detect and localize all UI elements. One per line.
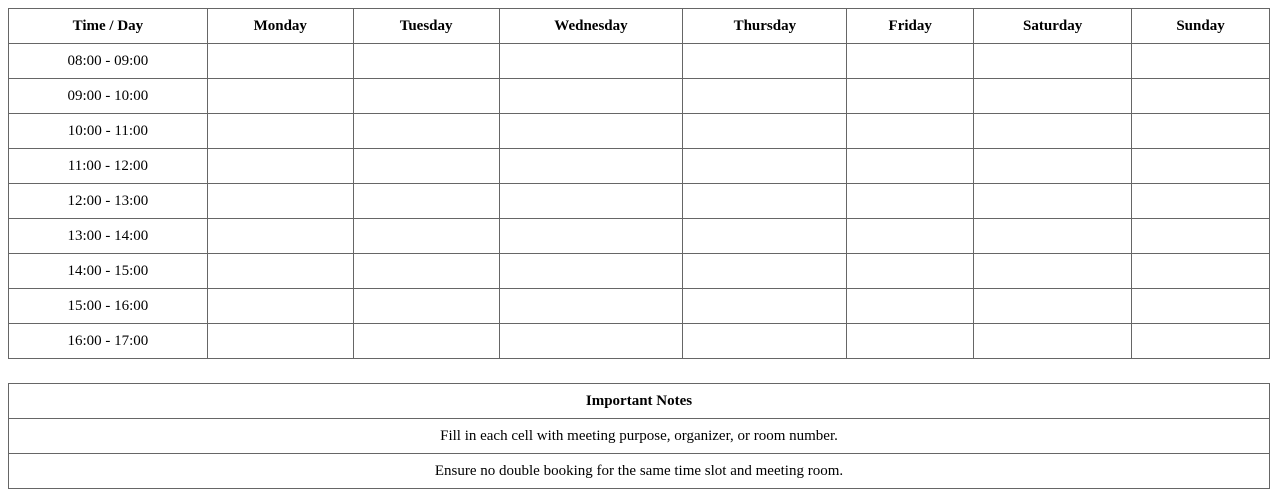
schedule-cell[interactable] (974, 114, 1132, 149)
schedule-cell[interactable] (207, 79, 353, 114)
schedule-cell[interactable] (1132, 184, 1270, 219)
schedule-cell[interactable] (1132, 79, 1270, 114)
schedule-cell[interactable] (683, 184, 847, 219)
schedule-row (9, 254, 1270, 289)
schedule-cell[interactable] (974, 149, 1132, 184)
header-monday: Monday (207, 9, 353, 44)
schedule-cell[interactable] (207, 114, 353, 149)
schedule-cell[interactable] (683, 44, 847, 79)
schedule-cell[interactable] (974, 289, 1132, 324)
notes-row (9, 454, 1270, 489)
notes-table (8, 383, 1270, 489)
note-item: Fill in each cell with meeting purpose, organizer, or room number. (9, 419, 1270, 454)
schedule-cell[interactable] (847, 79, 974, 114)
schedule-cell[interactable] (683, 149, 847, 184)
schedule-cell[interactable] (847, 219, 974, 254)
notes-header-row (9, 384, 1270, 419)
schedule-cell[interactable] (499, 219, 683, 254)
schedule-cell[interactable] (499, 114, 683, 149)
schedule-table (8, 8, 1270, 359)
schedule-cell[interactable] (207, 254, 353, 289)
schedule-cell[interactable] (499, 324, 683, 359)
schedule-cell[interactable] (974, 44, 1132, 79)
header-tuesday: Tuesday (353, 9, 499, 44)
schedule-cell[interactable] (353, 44, 499, 79)
schedule-cell[interactable] (207, 44, 353, 79)
schedule-cell[interactable] (353, 219, 499, 254)
time-slot-label: 08:00 - 09:00 (9, 44, 208, 79)
schedule-cell[interactable] (974, 184, 1132, 219)
schedule-cell[interactable] (683, 219, 847, 254)
schedule-cell[interactable] (847, 184, 974, 219)
schedule-row (9, 44, 1270, 79)
time-slot-label: 10:00 - 11:00 (9, 114, 208, 149)
schedule-cell[interactable] (1132, 219, 1270, 254)
schedule-cell[interactable] (207, 219, 353, 254)
schedule-cell[interactable] (1132, 289, 1270, 324)
schedule-cell[interactable] (847, 324, 974, 359)
schedule-cell[interactable] (499, 184, 683, 219)
header-friday: Friday (847, 9, 974, 44)
schedule-cell[interactable] (1132, 324, 1270, 359)
time-slot-label: 12:00 - 13:00 (9, 184, 208, 219)
time-slot-label: 16:00 - 17:00 (9, 324, 208, 359)
time-slot-label: 14:00 - 15:00 (9, 254, 208, 289)
schedule-cell[interactable] (353, 79, 499, 114)
schedule-cell[interactable] (974, 254, 1132, 289)
header-thursday: Thursday (683, 9, 847, 44)
schedule-cell[interactable] (207, 149, 353, 184)
schedule-cell[interactable] (683, 324, 847, 359)
schedule-cell[interactable] (847, 44, 974, 79)
schedule-header-row (9, 9, 1270, 44)
schedule-cell[interactable] (207, 184, 353, 219)
schedule-cell[interactable] (847, 149, 974, 184)
schedule-cell[interactable] (683, 114, 847, 149)
header-time-day: Time / Day (9, 9, 208, 44)
schedule-row (9, 324, 1270, 359)
schedule-cell[interactable] (353, 184, 499, 219)
schedule-row (9, 79, 1270, 114)
time-slot-label: 13:00 - 14:00 (9, 219, 208, 254)
header-sunday: Sunday (1132, 9, 1270, 44)
schedule-cell[interactable] (499, 289, 683, 324)
schedule-cell[interactable] (1132, 44, 1270, 79)
schedule-row (9, 149, 1270, 184)
schedule-cell[interactable] (353, 149, 499, 184)
schedule-cell[interactable] (499, 149, 683, 184)
schedule-cell[interactable] (353, 254, 499, 289)
schedule-cell[interactable] (847, 114, 974, 149)
schedule-row (9, 219, 1270, 254)
schedule-cell[interactable] (353, 289, 499, 324)
schedule-cell[interactable] (1132, 254, 1270, 289)
schedule-cell[interactable] (683, 254, 847, 289)
schedule-row (9, 184, 1270, 219)
schedule-cell[interactable] (207, 324, 353, 359)
header-saturday: Saturday (974, 9, 1132, 44)
schedule-cell[interactable] (499, 79, 683, 114)
schedule-cell[interactable] (207, 289, 353, 324)
schedule-cell[interactable] (1132, 149, 1270, 184)
note-item: Ensure no double booking for the same time slot and meeting room. (9, 454, 1270, 489)
schedule-cell[interactable] (683, 289, 847, 324)
schedule-cell[interactable] (353, 324, 499, 359)
schedule-cell[interactable] (974, 79, 1132, 114)
header-wednesday: Wednesday (499, 9, 683, 44)
schedule-cell[interactable] (499, 44, 683, 79)
notes-row (9, 419, 1270, 454)
schedule-cell[interactable] (847, 289, 974, 324)
schedule-row (9, 289, 1270, 324)
schedule-cell[interactable] (683, 79, 847, 114)
notes-title: Important Notes (9, 384, 1270, 419)
time-slot-label: 11:00 - 12:00 (9, 149, 208, 184)
schedule-cell[interactable] (974, 324, 1132, 359)
schedule-cell[interactable] (974, 219, 1132, 254)
schedule-cell[interactable] (499, 254, 683, 289)
schedule-cell[interactable] (847, 254, 974, 289)
schedule-cell[interactable] (353, 114, 499, 149)
schedule-cell[interactable] (1132, 114, 1270, 149)
time-slot-label: 09:00 - 10:00 (9, 79, 208, 114)
time-slot-label: 15:00 - 16:00 (9, 289, 208, 324)
schedule-row (9, 114, 1270, 149)
